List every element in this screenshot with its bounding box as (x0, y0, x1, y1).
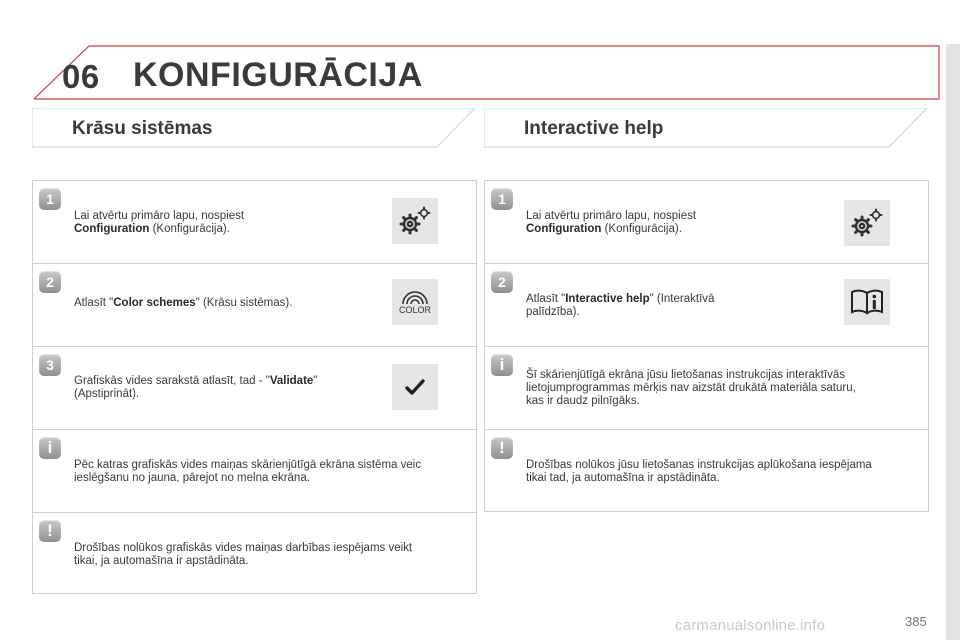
list-item (485, 264, 928, 347)
step-text: Lai atvērtu primāro lapu, nospiest Configuration (Konfigurācija). (526, 210, 697, 235)
book-info-icon (844, 279, 890, 325)
info-text: Šī skārienjūtīgā ekrāna jūsu lietošanas instrukcijas interaktīvās lietojumprogrammas mērķis nav aizstāt drukātā materiāla saturu, kas ir daudz pilnīgāks. (526, 369, 856, 407)
info-text: Pēc katras grafiskās vides maiņas skārienjūtīgā ekrāna sistēma veic ieslēgšanu no jauna, pārejot no melna ekrāna. (74, 459, 422, 484)
color-icon (392, 279, 438, 325)
left-section-header (32, 108, 476, 148)
step-badge: 1 (491, 188, 513, 210)
gear-icon (392, 198, 438, 244)
watermark: carmanualsonline.info (675, 617, 826, 634)
list-item (485, 430, 928, 511)
checkmark-icon (392, 364, 438, 410)
list-item (33, 430, 476, 513)
step-text: Atlasīt "Interactive help" (Interaktīvā palīdzība). (526, 293, 715, 318)
chapter-number: 06 (62, 58, 100, 95)
step-badge: 3 (39, 354, 61, 376)
step-text: Lai atvērtu primāro lapu, nospiest Configuration (Konfigurācija). (74, 210, 245, 235)
list-item (33, 347, 476, 430)
list-item (485, 347, 928, 430)
warning-icon: ! (39, 520, 61, 542)
right-section-title: Interactive help (524, 118, 664, 139)
right-panel (484, 180, 929, 512)
chapter-title: KONFIGURĀCIJA (133, 56, 423, 94)
right-section-header (484, 108, 928, 148)
list-item (485, 181, 928, 264)
list-item (33, 513, 476, 593)
info-icon: i (491, 354, 513, 376)
step-badge: 1 (39, 188, 61, 210)
step-badge: 2 (491, 271, 513, 293)
step-text: Grafiskās vides sarakstā atlasīt, tad - "Validate" (Apstiprināt). (74, 375, 318, 400)
gear-icon (844, 200, 890, 246)
step-text: Atlasīt "Color schemes" (Krāsu sistēmas). (74, 297, 293, 309)
page-number: 385 (905, 614, 927, 629)
page-margin-bar (946, 44, 960, 640)
list-item (33, 181, 476, 264)
info-icon: i (39, 437, 61, 459)
left-section-title: Krāsu sistēmas (72, 118, 213, 139)
warning-text: Drošības nolūkos grafiskās vides maiņas darbības iespējams veikt tikai, ja automašīna ir apstādināta. (74, 542, 413, 567)
step-badge: 2 (39, 271, 61, 293)
warning-icon: ! (491, 437, 513, 459)
color-icon-label: COLOR (398, 304, 431, 315)
list-item (33, 264, 476, 347)
warning-text: Drošības nolūkos jūsu lietošanas instrukcijas aplūkošana iespējama tikai tad, ja automašīna ir apstādināta. (526, 459, 872, 484)
left-panel (32, 180, 477, 594)
